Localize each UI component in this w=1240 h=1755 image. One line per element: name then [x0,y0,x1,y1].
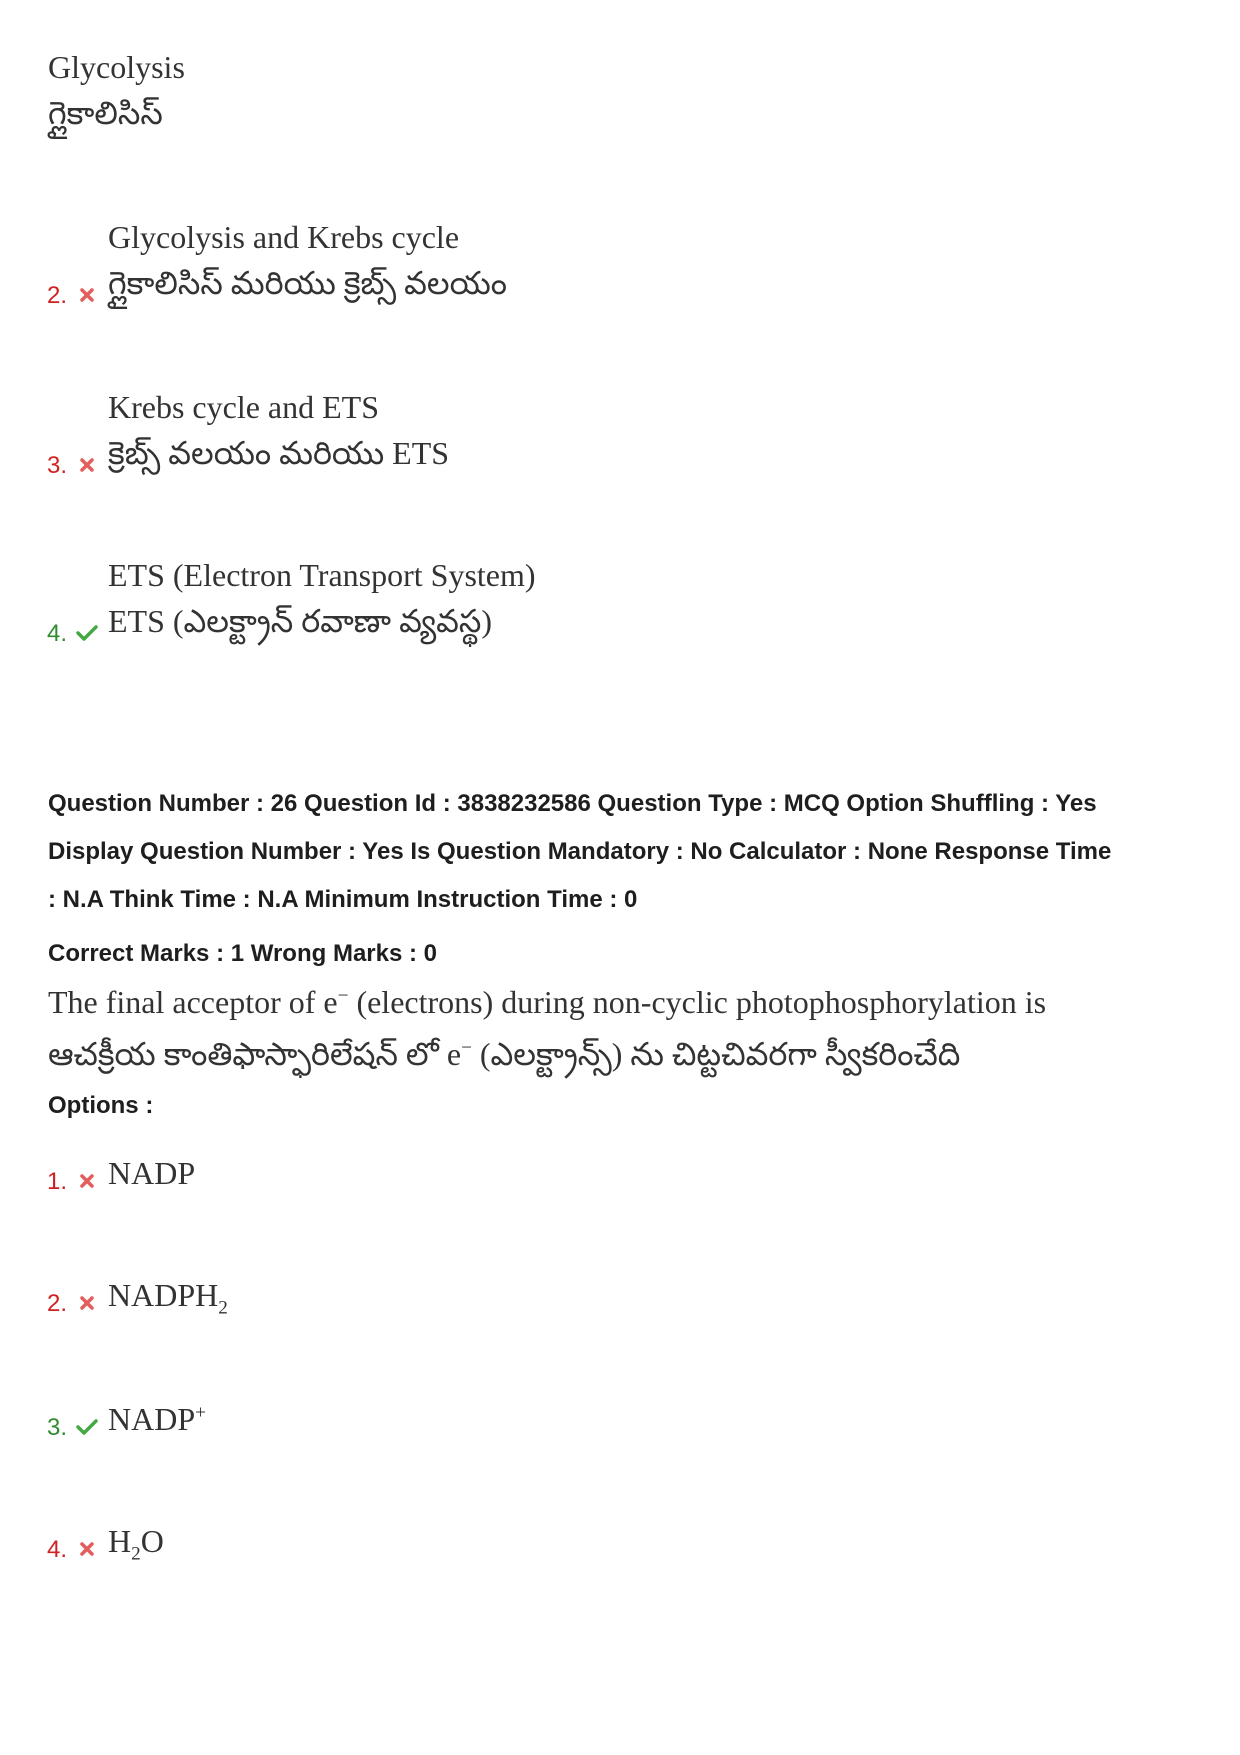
question-text-en-a: The final acceptor of e [48,984,338,1020]
question-text-te-a: ఆచక్రీయ కాంతిఫాస్ఫారిలేషన్ లో e [48,1036,462,1072]
option-english: Glycolysis and Krebs cycle [108,219,460,255]
meta-line-2: Display Question Number : Yes Is Question Mandatory : No Calculator : None Response Time [48,838,1112,865]
marks-line: Correct Marks : 1 Wrong Marks : 0 [48,940,438,967]
option-number: 3. [47,1414,68,1441]
meta-line-1: Question Number : 26 Question Id : 3838232586 Question Type : MCQ Option Shuffling : Yes [48,790,1097,817]
prev-option-1-telugu: గ్లైకాలిసిస్ [48,95,163,131]
cross-icon [76,284,98,306]
option-text [108,1150,195,1196]
option-text [108,1272,228,1318]
check-icon [76,1416,98,1438]
options-label: Options : [48,1092,154,1119]
option-text [108,1518,164,1564]
prev-option-3 [0,384,1240,484]
option-number: 3. [47,452,68,479]
superscript-minus: − [461,1037,472,1059]
check-icon [76,622,98,644]
cross-icon [76,1538,98,1560]
option-number: 1. [47,1168,68,1195]
option-number: 4. [47,620,68,647]
option-number: 4. [47,1536,68,1563]
option-base: NADP [108,1155,196,1191]
option-tail: O [140,1523,164,1559]
option-1 [0,1150,1240,1250]
prev-option-1-english: Glycolysis [48,49,185,85]
option-telugu: క్రెబ్స్ వలయం మరియు ETS [108,435,450,471]
prev-option-1 [48,44,948,136]
question-text-english [48,976,1208,1028]
prev-option-2 [0,214,1240,314]
question-text [48,976,1208,1080]
option-3 [0,1396,1240,1496]
option-2 [0,1272,1240,1372]
option-english: Krebs cycle and ETS [108,389,380,425]
option-subscript: 2 [218,1297,228,1319]
option-english: ETS (Electron Transport System) [108,557,536,593]
question-text-en-b: (electrons) during non-cyclic photophosphorylation is [348,984,1047,1020]
option-text [108,384,449,476]
option-base: H [108,1523,132,1559]
option-base: NADPH [108,1277,219,1313]
option-4 [0,1518,1240,1618]
question-metadata [48,780,1208,924]
superscript-minus: − [337,985,349,1007]
cross-icon [76,1292,98,1314]
option-subscript: 2 [131,1543,141,1565]
option-text [108,552,536,644]
option-number: 2. [47,1290,68,1317]
question-text-te-b: (ఎలక్ట్రాన్స్) ను చిట్టచివరగా స్వీకరించేది [471,1036,961,1072]
option-text [108,1396,206,1442]
option-number: 2. [47,282,68,309]
option-text [108,214,507,306]
cross-icon [76,1170,98,1192]
option-base: NADP [108,1401,196,1437]
prev-option-4 [0,552,1240,652]
option-telugu: ETS (ఎలక్ట్రాన్ రవాణా వ్యవస్థ) [108,603,492,639]
option-telugu: గ్లైకాలిసిస్ మరియు క్రెబ్స్ వలయం [108,265,507,301]
cross-icon [76,454,98,476]
option-superscript: + [195,1402,206,1424]
question-text-telugu [48,1028,1208,1080]
meta-line-3: : N.A Think Time : N.A Minimum Instruction Time : 0 [48,886,638,913]
